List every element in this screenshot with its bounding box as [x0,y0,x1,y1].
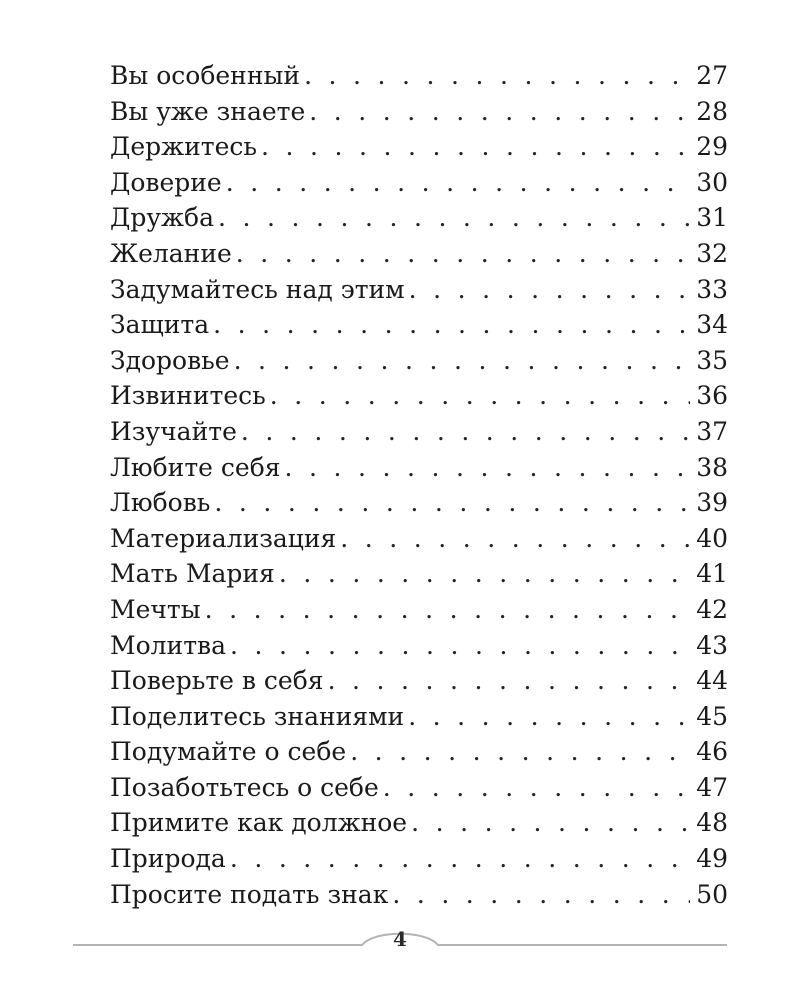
dot-leader [408,699,690,735]
dot-leader [392,877,690,913]
toc-entry-page: 48 [696,808,728,838]
dot-leader [261,129,690,165]
dot-leader [205,592,691,628]
dot-leader [270,378,690,414]
toc-entry-page: 27 [696,61,728,90]
toc-entry-title: Любовь [110,488,211,518]
toc-entry-page: 47 [696,772,728,802]
toc-entry [110,877,728,913]
toc-entry-title: Просите подать знак [110,879,389,909]
dot-leader [304,58,690,94]
toc-entry [110,414,728,450]
toc-entry [110,129,728,165]
toc-entry-page: 39 [696,488,728,518]
toc-entry-title: Вы особенный [110,61,301,90]
toc-entry-title: Держитесь [110,132,258,162]
toc-entry [110,841,728,877]
dot-leader [213,307,690,343]
toc-entry-title: Любите себя [110,452,281,482]
dot-leader [309,94,690,130]
toc-entry-title: Материализация [110,523,337,553]
toc-entry [110,521,728,557]
toc-entry-title: Вы уже знаете [110,96,306,126]
page-number: 4 [393,927,407,951]
toc-entry-title: Мать Мария [110,559,275,589]
toc-entry-title: Природа [110,844,226,874]
footer-rule-right [437,944,727,946]
dot-leader [340,521,690,557]
table-of-contents [110,58,728,912]
dot-leader [350,734,690,770]
toc-entry [110,236,728,272]
toc-entry-page: 37 [696,416,728,446]
toc-entry-page: 29 [696,132,728,162]
toc-entry [110,94,728,130]
toc-entry-page: 28 [696,96,728,126]
toc-entry-page: 32 [696,238,728,268]
toc-entry-page: 30 [696,167,728,197]
toc-entry-page: 41 [696,559,728,589]
toc-entry-title: Задумайтесь над этим [110,274,405,304]
toc-entry [110,556,728,592]
toc-entry-title: Доверие [110,167,222,197]
dot-leader [218,200,690,236]
toc-entry-page: 34 [696,310,728,340]
toc-entry-page: 46 [696,737,728,767]
toc-entry-page: 38 [696,452,728,482]
toc-entry [110,272,728,308]
dot-leader [411,805,690,841]
toc-entry [110,805,728,841]
toc-entry-page: 42 [696,594,728,624]
toc-entry-page: 49 [696,844,728,874]
toc-entry [110,628,728,664]
toc-entry [110,58,728,94]
toc-entry-title: Защита [110,310,210,340]
toc-entry-title: Желание [110,238,232,268]
toc-entry-title: Поверьте в себя [110,666,324,696]
toc-entry-page: 35 [696,345,728,375]
toc-entry-title: Подумайте о себе [110,737,347,767]
dot-leader [241,414,690,450]
dot-leader [234,343,691,379]
toc-entry-page: 45 [696,701,728,731]
dot-leader [214,485,690,521]
dot-leader [383,770,690,806]
toc-entry-title: Молитва [110,630,227,660]
dot-leader [409,272,691,308]
toc-entry [110,699,728,735]
toc-entry-title: Извинитесь [110,381,266,411]
toc-entry-page: 44 [696,666,728,696]
dot-leader [230,628,690,664]
dot-leader [226,165,690,201]
toc-entry-page: 50 [696,879,728,909]
toc-entry-page: 33 [696,274,728,304]
footer-rule-left [73,944,363,946]
toc-entry-title: Позаботьтесь о себе [110,772,379,802]
toc-entry [110,378,728,414]
dot-leader [230,841,690,877]
toc-entry-page: 36 [696,381,728,411]
dot-leader [285,450,691,486]
dot-leader [279,556,690,592]
toc-entry [110,343,728,379]
dot-leader [236,236,690,272]
dot-leader [328,663,691,699]
toc-entry-page: 31 [696,203,728,233]
toc-entry [110,734,728,770]
toc-entry [110,307,728,343]
toc-entry-title: Дружба [110,203,214,233]
toc-entry-title: Мечты [110,594,201,624]
toc-entry [110,200,728,236]
toc-entry [110,165,728,201]
toc-entry-title: Здоровье [110,345,230,375]
toc-entry [110,485,728,521]
toc-entry-page: 43 [696,630,728,660]
toc-entry-title: Примите как должное [110,808,408,838]
toc-entry [110,592,728,628]
toc-entry [110,450,728,486]
toc-entry-title: Изучайте [110,416,237,446]
toc-entry [110,770,728,806]
toc-entry [110,663,728,699]
toc-entry-page: 40 [696,523,728,553]
toc-entry-title: Поделитесь знаниями [110,701,405,731]
